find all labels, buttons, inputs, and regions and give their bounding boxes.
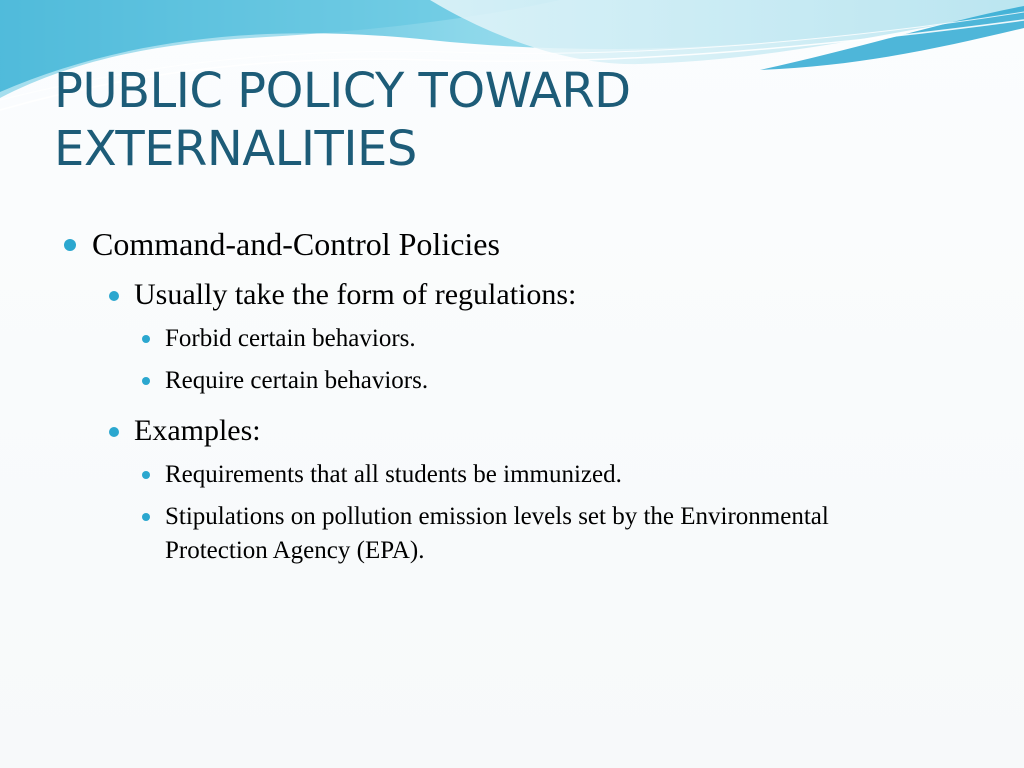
bullet-level3-forbid	[165, 322, 845, 356]
bullet-list	[0, 224, 1024, 576]
bullet-level2-regulations	[134, 276, 1024, 314]
bullet-dot-icon	[109, 291, 119, 301]
bullet-text: Requirements that all students be immunized.	[165, 461, 622, 488]
bullet-dot-icon	[142, 513, 150, 521]
bullet-dot-icon	[142, 335, 150, 343]
bullet-text: Forbid certain behaviors.	[165, 325, 416, 352]
page-title	[54, 62, 954, 178]
bullet-text: Stipulations on pollution emission levels set by the Environmental Protection Agency (EPA).	[165, 503, 829, 564]
bullet-text: Require certain behaviors.	[165, 367, 429, 394]
bullet-dot-icon	[142, 377, 150, 385]
bullet-dot-icon	[64, 239, 76, 251]
bullet-level1-command-control	[92, 224, 1024, 264]
bullet-level3-require	[165, 364, 845, 398]
title-line-2: EXTERNALITIES	[54, 121, 417, 177]
title-line-1: PUBLIC POLICY TOWARD	[54, 63, 631, 119]
bullet-dot-icon	[109, 427, 119, 437]
bullet-text: Usually take the form of regulations:	[134, 278, 577, 311]
bullet-level2-examples	[134, 412, 1024, 450]
bullet-text: Examples:	[134, 414, 261, 447]
bullet-dot-icon	[142, 471, 150, 479]
bullet-text: Command-and-Control Policies	[92, 226, 500, 262]
bullet-level3-epa	[165, 500, 845, 568]
bullet-level3-immunized	[165, 458, 845, 492]
